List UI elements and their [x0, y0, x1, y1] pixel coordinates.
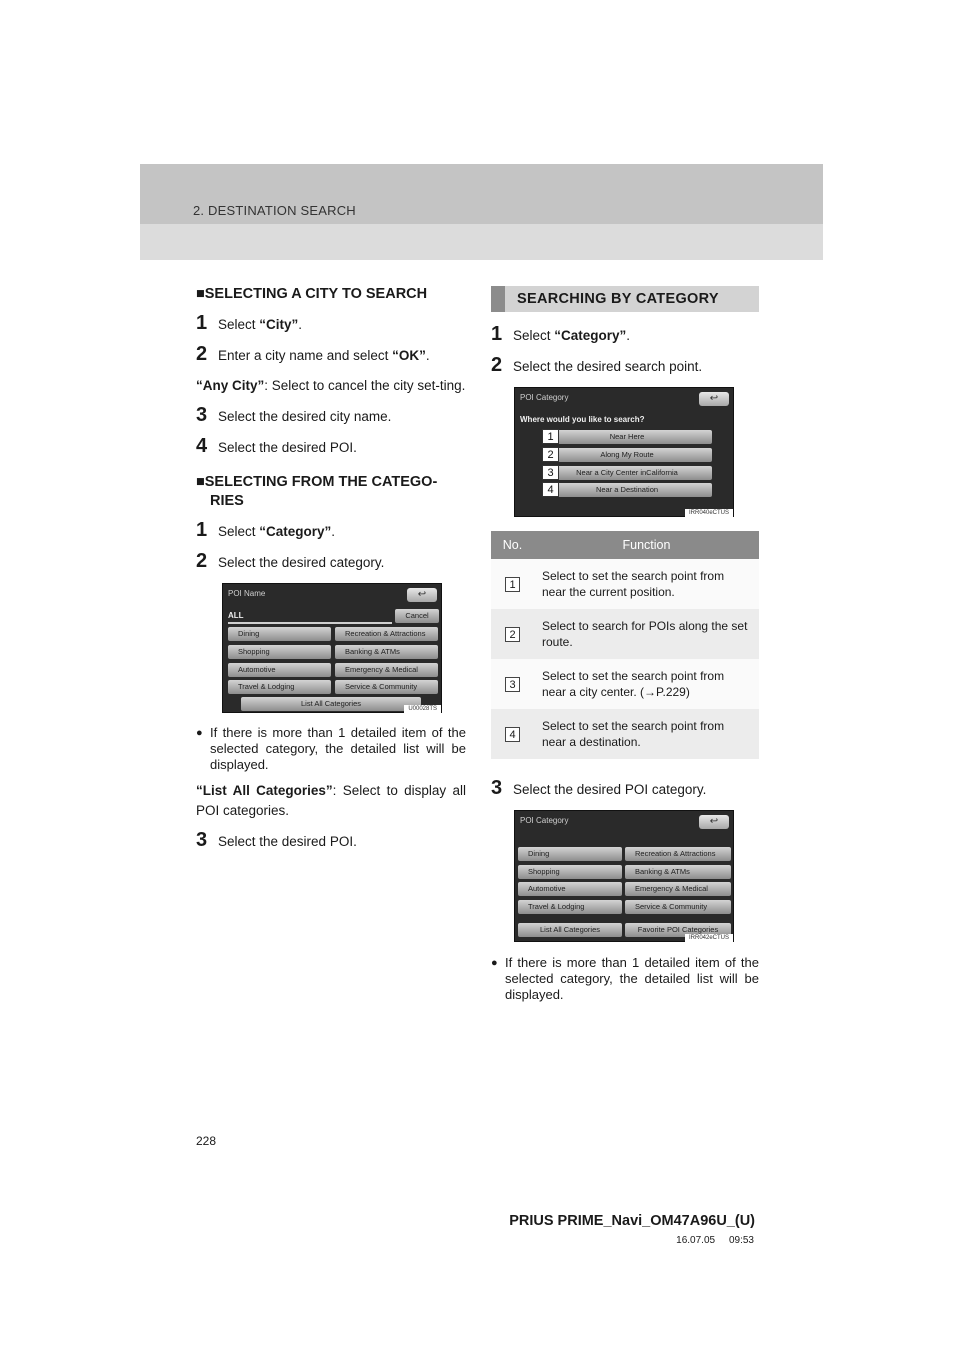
callout-number: 3: [542, 465, 559, 480]
recreation-button[interactable]: Recreation & Attractions: [335, 627, 438, 641]
service-button[interactable]: Service & Community: [625, 900, 731, 914]
list-all-categories-button[interactable]: List All Categories: [518, 923, 622, 937]
step-4-city: 4 Select the desired POI.: [196, 435, 357, 457]
back-icon[interactable]: ↩: [407, 588, 437, 602]
automotive-button[interactable]: Automotive: [228, 663, 331, 677]
back-icon[interactable]: ↩: [699, 815, 729, 829]
section-title: 2. DESTINATION SEARCH: [193, 203, 356, 218]
header-band: [140, 164, 823, 260]
bullet-icon: ●: [491, 957, 498, 969]
automotive-button[interactable]: Automotive: [518, 882, 622, 896]
table-row: 3 Select to set the search point from near a city center. (→P.229): [491, 659, 759, 709]
shopping-button[interactable]: Shopping: [228, 645, 331, 659]
screen-title: POI Category: [520, 393, 569, 402]
cancel-button[interactable]: Cancel: [395, 609, 439, 623]
poi-name-screen: [222, 583, 442, 713]
poi-category-screen: [514, 810, 734, 942]
banner-marker: [491, 286, 505, 312]
step-2-search: 2 Select the desired search point.: [491, 354, 703, 376]
document-date: 16.07.05 09:53: [676, 1235, 754, 1246]
image-code: IRR040eCTUS: [685, 509, 733, 517]
section-heading-city: ■SELECTING A CITY TO SEARCH: [196, 286, 428, 302]
step-2-category: 2 Select the desired category.: [196, 550, 385, 572]
list-all-note: “List All Categories”: Select to display all POI categories.: [196, 783, 467, 818]
screen-title: POI Category: [520, 816, 569, 825]
back-icon[interactable]: ↩: [699, 392, 729, 406]
callout-number: 4: [542, 482, 559, 497]
document-title: PRIUS PRIME_Navi_OM47A96U_(U): [509, 1213, 755, 1229]
step-3-search: 3 Select the desired POI category.: [491, 777, 707, 799]
recreation-button[interactable]: Recreation & Attractions: [625, 847, 731, 861]
step-1-search: 1 Select “Category”.: [491, 323, 631, 345]
input-underline: [228, 622, 392, 624]
emergency-button[interactable]: Emergency & Medical: [335, 663, 438, 677]
callout-number: 1: [542, 429, 559, 444]
near-destination-button[interactable]: Near a Destination: [542, 483, 712, 497]
service-button[interactable]: Service & Community: [335, 680, 438, 694]
travel-button[interactable]: Travel & Lodging: [228, 680, 331, 694]
search-question: Where would you like to search?: [520, 415, 645, 424]
search-point-screen: [514, 387, 734, 517]
list-all-categories-button[interactable]: List All Categories: [241, 697, 421, 711]
function-table: [491, 531, 759, 759]
detail-list-note: ● If there is more than 1 detailed item of the selected category, the detailed list will be displayed.: [196, 725, 466, 772]
section-banner: SEARCHING BY CATEGORY: [491, 286, 759, 312]
table-row: 4 Select to set the search point from near a destination.: [491, 709, 759, 759]
step-1-city: 1 Select “City”.: [196, 312, 303, 334]
right-column: [491, 286, 759, 1011]
favorite-categories-button[interactable]: Favorite POI Categories: [625, 923, 731, 937]
dining-button[interactable]: Dining: [518, 847, 622, 861]
banking-button[interactable]: Banking & ATMs: [335, 645, 438, 659]
step-3-category: 3 Select the desired POI.: [196, 829, 357, 851]
detail-list-note: ● If there is more than 1 detailed item of the selected category, the detailed list will be displayed.: [491, 955, 759, 1002]
image-code: U00028TS: [404, 705, 441, 713]
screen-title: POI Name: [228, 589, 266, 598]
bullet-icon: ●: [196, 727, 203, 739]
callout-number: 2: [542, 447, 559, 462]
step-2-city: 2 Enter a city name and select “OK”.: [196, 343, 430, 365]
step-3-city: 3 Select the desired city name.: [196, 404, 392, 426]
header-top-strip: [140, 164, 823, 224]
table-row: 2 Select to search for POIs along the set route.: [491, 609, 759, 659]
emergency-button[interactable]: Emergency & Medical: [625, 882, 731, 896]
step-1-category: 1 Select “Category”.: [196, 519, 336, 541]
any-city-note: “Any City”: Select to cancel the city set-ting.: [196, 378, 466, 393]
all-label: ALL: [228, 611, 244, 620]
near-here-button[interactable]: Near Here: [542, 430, 712, 444]
banking-button[interactable]: Banking & ATMs: [625, 865, 731, 879]
table-row: 1 Select to set the search point from near the current position.: [491, 559, 759, 609]
image-code: IRR042eCTUS: [685, 934, 733, 942]
shopping-button[interactable]: Shopping: [518, 865, 622, 879]
page-number: 228: [196, 1134, 217, 1148]
section-heading-categories: ■SELECTING FROM THE CATEGO-RIES: [196, 474, 438, 509]
along-route-button[interactable]: Along My Route: [542, 448, 712, 462]
table-header-function: Function: [534, 531, 759, 559]
table-header-no: No.: [491, 531, 534, 559]
travel-button[interactable]: Travel & Lodging: [518, 900, 622, 914]
city-center-button[interactable]: Near a City Center inCalifornia: [542, 466, 712, 480]
left-column: [196, 285, 466, 862]
dining-button[interactable]: Dining: [228, 627, 331, 641]
